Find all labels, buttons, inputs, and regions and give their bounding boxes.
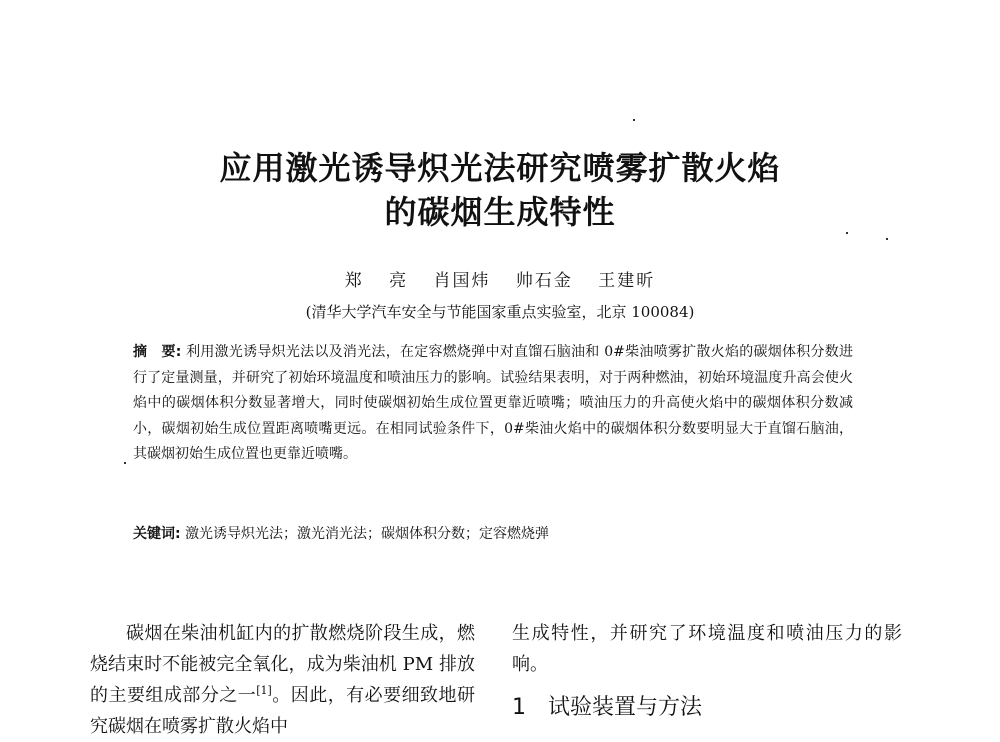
- citation-ref: [1]: [256, 684, 272, 697]
- body-left-column: [90, 618, 475, 742]
- paper-title-line-2: 的碳烟生成特性: [384, 193, 616, 231]
- abstract-text: 利用激光诱导炽光法以及消光法，在定容燃烧弹中对直馏石脑油和 0#柴油喷雾扩散火焰的碳烟体积分数进行了定量测量，并研究了初始环境温度和喷油压力的影响。试验结果表明，对于两种燃油，初始环境温度升高会使火焰中的碳烟体积分数显著增大，同时使碳烟初始生成位置更靠近喷嘴；喷油压力的升高使火焰中的碳烟体积分数减小，碳烟初始生成位置距离喷嘴更远。在相同试验条件下，0#柴油火焰中的碳烟体积分数要明显大于直馏石脑油，其碳烟初始生成位置也更靠近喷嘴。: [133, 344, 853, 462]
- author-affiliation: (清华大学汽车安全与节能国家重点实验室，北京 100084): [305, 303, 695, 321]
- body-left-text-continued: 。因此，有必要细致地研究碳烟在喷雾扩散火焰中: [90, 685, 476, 737]
- author-list: 郑 亮 肖国炜 帅石金 王建昕: [344, 271, 656, 291]
- body-right-column: 生成特性，并研究了环境温度和喷油压力的影响。: [512, 623, 902, 675]
- keywords-text: 激光诱导炽光法；激光消光法；碳烟体积分数；定容燃烧弹: [185, 526, 550, 542]
- scan-speck: [846, 232, 848, 234]
- body-left-text: 碳烟在柴油机缸内的扩散燃烧阶段生成，燃烧结束时不能被完全氧化，成为柴油机 PM 排放的主要组成部分之一: [90, 623, 475, 706]
- abstract: [133, 340, 853, 468]
- scan-speck: [633, 119, 635, 121]
- keywords-label: 关键词:: [133, 526, 181, 542]
- paper-title-line-1: 应用激光诱导炽光法研究喷雾扩散火焰: [219, 149, 781, 187]
- keywords: [133, 522, 853, 546]
- section-heading: 1 试验装置与方法: [512, 695, 702, 720]
- scan-speck: [886, 238, 888, 240]
- abstract-label: 摘 要:: [133, 344, 182, 360]
- scan-speck: [124, 462, 126, 464]
